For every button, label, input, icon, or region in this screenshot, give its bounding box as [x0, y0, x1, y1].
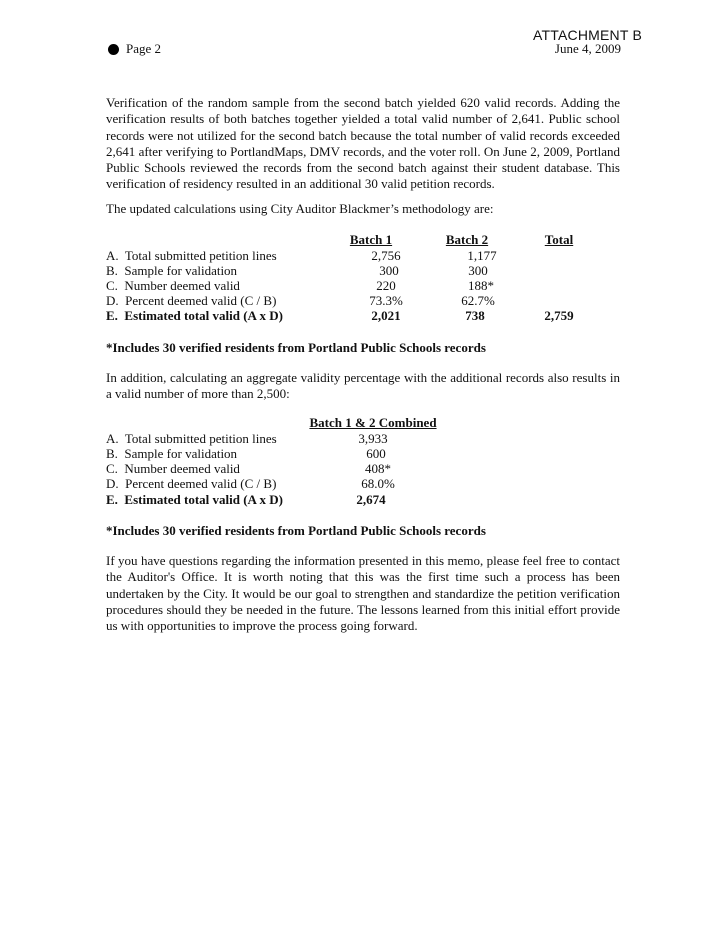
bullet-icon: [108, 44, 119, 55]
column-header-combined: Batch 1 & 2 Combined: [309, 415, 437, 430]
cell-combined: 2,674: [356, 492, 386, 507]
row-label: B. Sample for validation: [106, 446, 238, 461]
row-label: D. Percent deemed valid (C / B): [106, 476, 277, 491]
cell-batch2: 188*: [468, 278, 494, 293]
paragraph-verification: Verification of the random sample from the second batch yielded 620 valid records. Adding the verification results of both batches together yielded a total valid number of 2,641. Public school records were not utilized for the second batch because the total number of valid records exceeded 2,641 after verifying to PortlandMaps, DMV records, and the voter roll. On June 2, 2009, Portland Public Schools reviewed the records from the second batch against their student database. This verification of residency resulted in an additional 30 valid petition records.: [106, 95, 620, 192]
table-row: [106, 308, 626, 323]
attachment-label: ATTACHMENT B: [533, 27, 642, 43]
row-label: E. Estimated total valid (A x D): [106, 308, 283, 323]
cell-batch2: 300: [468, 263, 488, 278]
cell-batch2: 738: [465, 308, 485, 323]
page-number: Page 2: [126, 41, 162, 56]
cell-batch1: 2,756: [371, 248, 401, 263]
cell-combined: 408*: [365, 461, 391, 476]
cell-combined: 600: [366, 446, 386, 461]
table-row: [106, 431, 626, 446]
footnote-table2: *Includes 30 verified residents from Portland Public Schools records: [106, 523, 486, 538]
table-row: [106, 476, 626, 491]
paragraph-methodology-intro: The updated calculations using City Auditor Blackmer’s methodology are:: [106, 201, 494, 216]
table-row: [106, 293, 626, 308]
column-header-batch2: Batch 2: [445, 232, 489, 247]
cell-combined: 68.0%: [361, 476, 395, 491]
row-label: A. Total submitted petition lines: [106, 248, 277, 263]
row-label: B. Sample for validation: [106, 263, 238, 278]
footnote-table1: *Includes 30 verified residents from Portland Public Schools records: [106, 340, 486, 355]
cell-batch2: 1,177: [467, 248, 497, 263]
row-label: E. Estimated total valid (A x D): [106, 492, 283, 507]
memo-date: June 4, 2009: [554, 41, 621, 56]
paragraph-aggregate-intro: In addition, calculating an aggregate validity percentage with the additional records also results in a valid number of more than 2,500:: [106, 370, 620, 402]
cell-batch1: 73.3%: [369, 293, 403, 308]
row-label: C. Number deemed valid: [106, 278, 240, 293]
paragraph-closing: If you have questions regarding the information presented in this memo, please feel free to contact the Auditor's Office. It is worth noting that this was the first time such a process has been undertaken by the City. It would be our goal to strengthen and standardize the petition verification procedures should they be needed in the future. The lessons learned from this initial effort provide us with opportunities to improve the process going forward.: [106, 553, 620, 634]
cell-batch1: 2,021: [371, 308, 401, 323]
cell-batch1: 300: [379, 263, 399, 278]
cell-batch2: 62.7%: [461, 293, 495, 308]
column-header-batch1: Batch 1: [349, 232, 393, 247]
table-row: [106, 446, 626, 461]
table-row: [106, 278, 626, 293]
cell-total: 2,759: [544, 308, 574, 323]
table-row: [106, 461, 626, 476]
table-row: [106, 248, 626, 263]
table-row: [106, 492, 626, 507]
row-label: A. Total submitted petition lines: [106, 431, 277, 446]
row-label: D. Percent deemed valid (C / B): [106, 293, 277, 308]
column-header-total: Total: [544, 232, 574, 247]
cell-combined: 3,933: [358, 431, 388, 446]
row-label: C. Number deemed valid: [106, 461, 240, 476]
cell-batch1: 220: [376, 278, 396, 293]
table-row: [106, 263, 626, 278]
